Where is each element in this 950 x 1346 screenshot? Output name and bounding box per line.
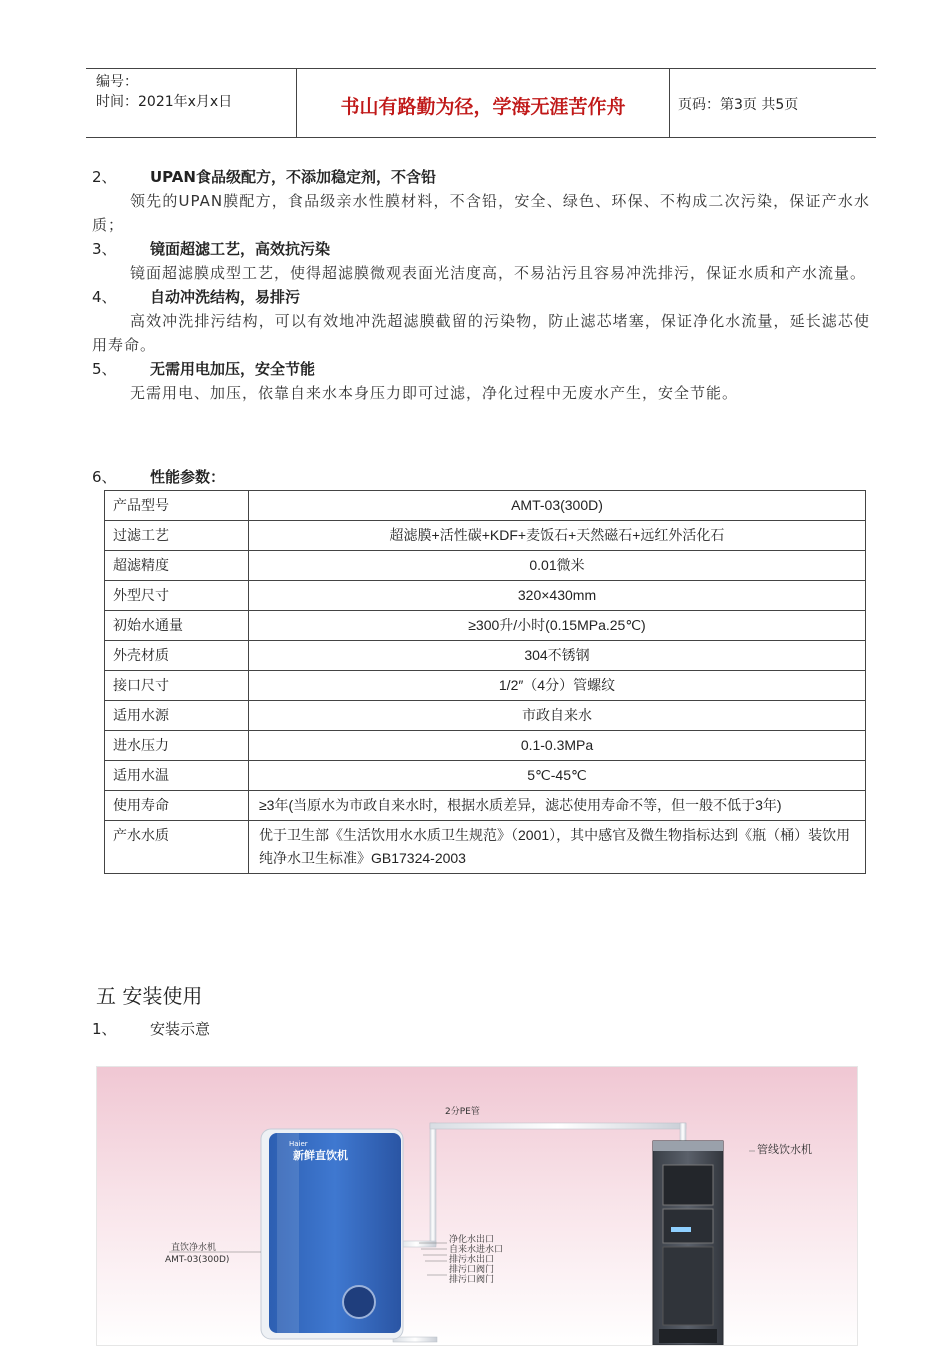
feature-title [92, 285, 870, 309]
spec-value: 0.01微米 [249, 551, 866, 581]
feature-body: 领先的UPAN膜配方，食品级亲水性膜材料，不含铅，安全、绿色、环保、不构成二次污染，保证产水水质； [92, 192, 870, 234]
feature-title [92, 165, 870, 189]
table-row [105, 701, 866, 731]
spec-table [104, 490, 866, 874]
spec-value: ≥300升/小时(0.15MPa.25℃) [249, 611, 866, 641]
subsection-heading [92, 1018, 210, 1039]
feature-number: 5、 [92, 360, 117, 378]
water-dispenser [653, 1141, 723, 1345]
spec-key: 接口尺寸 [105, 671, 249, 701]
feature-item [92, 285, 870, 357]
spec-value: 优于卫生部《生活饮用水水质卫生规范》（2001），其中感官及微生物指标达到《瓶（桶）装饮用纯净水卫生标准》GB17324-2003 [249, 821, 866, 874]
pe-pipe [393, 1123, 686, 1342]
brand-small: Haier [289, 1140, 308, 1148]
purifier-model: AMT-03(300D) [165, 1255, 230, 1265]
table-row [105, 671, 866, 701]
feature-list [92, 165, 870, 405]
spec-value: 0.1-0.3MPa [249, 731, 866, 761]
feature-heading: UPAN食品级配方，不添加稳定剂，不含铅 [150, 168, 436, 186]
spec-key: 初始水通量 [105, 611, 249, 641]
subsection-title: 安装示意 [150, 1020, 211, 1038]
table-row [105, 821, 866, 874]
header-meta [86, 69, 297, 137]
spec-value: 市政自来水 [249, 701, 866, 731]
port-label: 自来水进水口 [449, 1245, 504, 1255]
feature-body: 无需用电、加压，依靠自来水本身压力即可过滤，净化过程中无废水产生，安全节能。 [130, 384, 739, 402]
table-row [105, 641, 866, 671]
spec-value: 5℃-45℃ [249, 761, 866, 791]
table-row [105, 611, 866, 641]
table-row [105, 491, 866, 521]
feature-item [92, 165, 870, 237]
feature-heading: 自动冲洗结构，易排污 [150, 288, 301, 306]
spec-number: 6、 [92, 468, 117, 486]
port-label: 排污口阀门 [449, 1275, 495, 1285]
table-row [105, 731, 866, 761]
spec-key: 适用水温 [105, 761, 249, 791]
table-row [105, 761, 866, 791]
spec-heading [92, 466, 225, 487]
page-info: 页码：第3页 共5页 [678, 97, 799, 113]
feature-title [92, 237, 870, 261]
spec-key: 外壳材质 [105, 641, 249, 671]
spec-value: 1/2″（4分）管螺纹 [249, 671, 866, 701]
brand-large: 新鲜直饮机 [293, 1149, 348, 1162]
feature-title [92, 357, 870, 381]
section-title: 五 安装使用 [96, 984, 203, 1008]
feature-number: 2、 [92, 168, 117, 186]
table-row [105, 551, 866, 581]
purifier-label: 直饮净水机 [171, 1243, 217, 1253]
spec-key: 产品型号 [105, 491, 249, 521]
time-label: 时间：2021年x月x日 [96, 94, 233, 110]
spec-key: 适用水源 [105, 701, 249, 731]
spec-key: 产水水质 [105, 821, 249, 874]
installation-diagram [96, 1066, 858, 1346]
header-motto: 书山有路勤为径，学海无涯苦作舟 [297, 69, 670, 137]
spec-key: 过滤工艺 [105, 521, 249, 551]
feature-body: 镜面超滤膜成型工艺，使得超滤膜微观表面光洁度高，不易沾污且容易冲洗排污，保证水质和产水流量。 [130, 264, 867, 282]
feature-item [92, 237, 870, 285]
feature-number: 3、 [92, 240, 117, 258]
spec-key: 使用寿命 [105, 791, 249, 821]
feature-heading: 无需用电加压，安全节能 [150, 360, 316, 378]
table-row [105, 791, 866, 821]
feature-heading: 镜面超滤工艺，高效抗污染 [150, 240, 331, 258]
spec-value: ≥3年(当原水为市政自来水时，根据水质差异，滤芯使用寿命不等，但一般不低于3年) [249, 791, 866, 821]
table-row [105, 521, 866, 551]
spec-value: 320×430mm [249, 581, 866, 611]
table-row [105, 581, 866, 611]
spec-value: 超滤膜+活性碳+KDF+麦饭石+天然磁石+远红外活化石 [249, 521, 866, 551]
spec-title: 性能参数： [150, 468, 226, 486]
subsection-number: 1、 [92, 1020, 117, 1038]
feature-item [92, 357, 870, 405]
dispenser-label: 管线饮水机 [757, 1143, 812, 1156]
feature-number: 4、 [92, 288, 117, 306]
spec-key: 外型尺寸 [105, 581, 249, 611]
spec-value: AMT-03(300D) [249, 491, 866, 521]
port-label: 净化水出口 [449, 1235, 495, 1245]
feature-body: 高效冲洗排污结构，可以有效地冲洗超滤膜截留的污染物，防止滤芯堵塞，保证净化水流量，延长滤芯使用寿命。 [92, 312, 870, 354]
spec-value: 304不锈钢 [249, 641, 866, 671]
port-label: 排污水出口 [449, 1255, 495, 1265]
serial-label: 编号： [96, 74, 138, 90]
pipe-label: 2分PE管 [445, 1107, 480, 1117]
spec-key: 超滤精度 [105, 551, 249, 581]
spec-key: 进水压力 [105, 731, 249, 761]
port-label: 排污口阀门 [449, 1265, 495, 1275]
page-header [86, 68, 876, 138]
